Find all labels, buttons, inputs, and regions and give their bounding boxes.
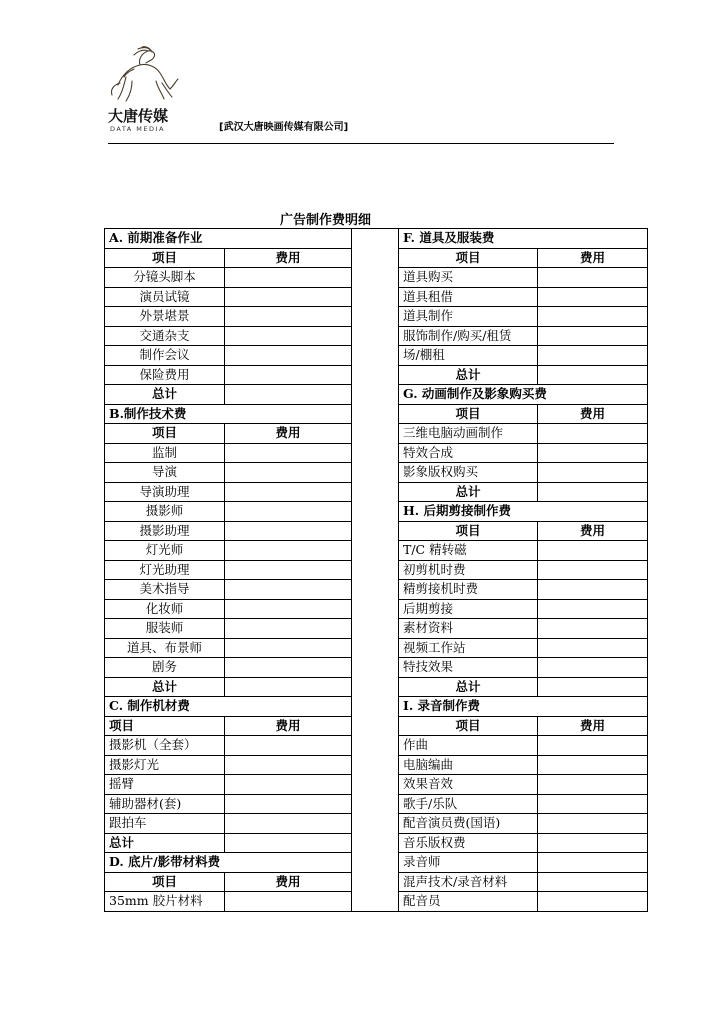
column-gap (352, 580, 399, 600)
left-item-cost (225, 794, 352, 814)
column-gap (352, 560, 399, 580)
left-item-cost (225, 287, 352, 307)
left-item-cost (225, 326, 352, 346)
column-gap (352, 248, 399, 268)
table-row (105, 521, 648, 541)
table-row (105, 716, 648, 736)
table-row (105, 833, 648, 853)
left-item-name: 服装师 (105, 619, 225, 639)
right-header-item: 项目 (399, 248, 538, 268)
left-item-name: 灯光师 (105, 541, 225, 561)
right-header-cost: 费用 (538, 521, 648, 541)
table-row (105, 346, 648, 366)
column-gap (352, 872, 399, 892)
table-row (105, 658, 648, 678)
table-row (105, 541, 648, 561)
column-gap (352, 677, 399, 697)
right-item-cost (538, 892, 648, 912)
table-row (105, 599, 648, 619)
right-item-cost (538, 872, 648, 892)
column-gap (352, 658, 399, 678)
table-row (105, 794, 648, 814)
right-header-cost: 费用 (538, 404, 648, 424)
left-item-cost (225, 658, 352, 678)
left-total-label: 总计 (105, 385, 225, 405)
table-row (105, 287, 648, 307)
right-item-name: T/C 精转磁 (399, 541, 538, 561)
left-item-name: 交通杂支 (105, 326, 225, 346)
cost-table (104, 228, 648, 912)
left-item-name: 灯光助理 (105, 560, 225, 580)
right-item-cost (538, 755, 648, 775)
left-item-cost (225, 814, 352, 834)
right-item-cost (538, 736, 648, 756)
table-row (105, 404, 648, 424)
right-header-item: 项目 (399, 404, 538, 424)
right-item-cost (538, 287, 648, 307)
right-item-cost (538, 580, 648, 600)
column-gap (352, 404, 399, 424)
right-total-value (538, 677, 648, 697)
right-item-cost (538, 326, 648, 346)
left-item-name: 外景堪景 (105, 307, 225, 327)
right-item-cost (538, 853, 648, 873)
left-item-name: 保险费用 (105, 365, 225, 385)
right-total-value (538, 365, 648, 385)
right-section-heading: F. 道具及服装费 (399, 229, 648, 249)
table-row (105, 502, 648, 522)
right-item-name: 电脑编曲 (399, 755, 538, 775)
right-total-label: 总计 (399, 365, 538, 385)
column-gap (352, 424, 399, 444)
right-item-cost (538, 307, 648, 327)
left-item-name: 摄影师 (105, 502, 225, 522)
left-item-name: 道具、布景师 (105, 638, 225, 658)
table-row (105, 482, 648, 502)
table-row (105, 560, 648, 580)
left-item-name: 剧务 (105, 658, 225, 678)
left-header-cost: 费用 (225, 872, 352, 892)
company-logo (104, 45, 184, 133)
column-gap (352, 755, 399, 775)
left-item-cost (225, 736, 352, 756)
left-item-name: 辅助器材(套) (105, 794, 225, 814)
table-row (105, 463, 648, 483)
left-section-heading: A. 前期准备作业 (105, 229, 352, 249)
right-header-item: 项目 (399, 716, 538, 736)
column-gap (352, 716, 399, 736)
left-item-name: 跟拍车 (105, 814, 225, 834)
column-gap (352, 892, 399, 912)
logo-subtext: DATA MEDIA (110, 125, 165, 133)
left-item-name: 化妆师 (105, 599, 225, 619)
left-item-cost (225, 268, 352, 288)
table-row (105, 697, 648, 717)
column-gap (352, 599, 399, 619)
left-total-value (225, 385, 352, 405)
right-header-item: 项目 (399, 521, 538, 541)
right-item-name: 影象版权购买 (399, 463, 538, 483)
table-row (105, 580, 648, 600)
column-gap (352, 346, 399, 366)
right-item-name: 混声技术/录音材料 (399, 872, 538, 892)
table-row (105, 814, 648, 834)
right-total-label: 总计 (399, 482, 538, 502)
column-gap (352, 521, 399, 541)
left-item-cost (225, 365, 352, 385)
column-gap (352, 365, 399, 385)
right-item-name: 配音员 (399, 892, 538, 912)
right-header-cost: 费用 (538, 716, 648, 736)
table-row (105, 853, 648, 873)
right-section-heading: H. 后期剪接制作费 (399, 502, 648, 522)
table-row (105, 443, 648, 463)
table-row (105, 775, 648, 795)
right-item-cost (538, 268, 648, 288)
right-item-cost (538, 599, 648, 619)
right-item-cost (538, 658, 648, 678)
right-item-name: 道具购买 (399, 268, 538, 288)
table-row (105, 619, 648, 639)
left-item-name: 导演助理 (105, 482, 225, 502)
company-name: [武汉大唐映画传媒有限公司] (219, 122, 349, 133)
column-gap (352, 385, 399, 405)
column-gap (352, 443, 399, 463)
column-gap (352, 638, 399, 658)
right-item-name: 道具租借 (399, 287, 538, 307)
left-section-heading: C. 制作机材费 (105, 697, 352, 717)
right-header-cost: 费用 (538, 248, 648, 268)
right-item-cost (538, 775, 648, 795)
left-item-name: 分镜头脚本 (105, 268, 225, 288)
left-header-item: 项目 (105, 424, 225, 444)
left-item-name: 摄影机（全套） (105, 736, 225, 756)
left-item-cost (225, 580, 352, 600)
table-row (105, 872, 648, 892)
column-gap (352, 482, 399, 502)
right-item-name: 音乐版权费 (399, 833, 538, 853)
right-item-cost (538, 463, 648, 483)
right-item-cost (538, 443, 648, 463)
column-gap (352, 833, 399, 853)
right-total-value (538, 482, 648, 502)
column-gap (352, 463, 399, 483)
column-gap (352, 853, 399, 873)
column-gap (352, 541, 399, 561)
left-total-label: 总计 (105, 677, 225, 697)
table-row (105, 248, 648, 268)
table-row (105, 677, 648, 697)
table-row (105, 326, 648, 346)
left-header-cost: 费用 (225, 424, 352, 444)
right-item-cost (538, 346, 648, 366)
left-header-item: 项目 (105, 248, 225, 268)
right-item-name: 素材资料 (399, 619, 538, 639)
left-item-name: 监制 (105, 443, 225, 463)
left-item-cost (225, 521, 352, 541)
left-item-name: 制作会议 (105, 346, 225, 366)
left-item-cost (225, 443, 352, 463)
table-row (105, 424, 648, 444)
left-section-heading: B.制作技术费 (105, 404, 352, 424)
left-item-name: 摄影助理 (105, 521, 225, 541)
left-header-item: 项目 (105, 872, 225, 892)
left-item-name: 摄影灯光 (105, 755, 225, 775)
column-gap (352, 794, 399, 814)
left-item-cost (225, 482, 352, 502)
left-item-cost (225, 346, 352, 366)
table-row (105, 755, 648, 775)
right-item-name: 效果音效 (399, 775, 538, 795)
left-item-cost (225, 638, 352, 658)
left-section-heading: D. 底片/影带材料费 (105, 853, 352, 873)
left-item-cost (225, 463, 352, 483)
right-item-cost (538, 794, 648, 814)
left-total-value (225, 833, 352, 853)
table-row (105, 892, 648, 912)
logo-text: 大唐传媒 (108, 107, 169, 125)
column-gap (352, 326, 399, 346)
column-gap (352, 775, 399, 795)
left-item-name: 演员试镜 (105, 287, 225, 307)
left-item-cost (225, 599, 352, 619)
right-item-name: 特效合成 (399, 443, 538, 463)
right-section-heading: G. 动画制作及影象购买费 (399, 385, 648, 405)
right-item-name: 服饰制作/购买/租赁 (399, 326, 538, 346)
right-item-name: 录音师 (399, 853, 538, 873)
right-item-name: 场/棚租 (399, 346, 538, 366)
table-row (105, 307, 648, 327)
left-item-name: 摇臂 (105, 775, 225, 795)
right-item-cost (538, 541, 648, 561)
left-item-cost (225, 619, 352, 639)
left-item-cost (225, 755, 352, 775)
left-item-name: 35mm 胶片材料 (105, 892, 225, 912)
right-item-cost (538, 814, 648, 834)
left-header-cost: 费用 (225, 248, 352, 268)
left-item-cost (225, 502, 352, 522)
table-row (105, 385, 648, 405)
left-item-name: 美术指导 (105, 580, 225, 600)
right-item-name: 作曲 (399, 736, 538, 756)
left-header-cost: 费用 (225, 716, 352, 736)
right-item-name: 精剪接机时费 (399, 580, 538, 600)
left-total-label: 总计 (105, 833, 225, 853)
header-divider (108, 143, 614, 144)
table-row (105, 365, 648, 385)
right-item-name: 道具制作 (399, 307, 538, 327)
right-item-cost (538, 638, 648, 658)
right-item-name: 三维电脑动画制作 (399, 424, 538, 444)
column-gap (352, 287, 399, 307)
column-gap (352, 736, 399, 756)
right-item-name: 初剪机时费 (399, 560, 538, 580)
column-gap (352, 814, 399, 834)
left-total-value (225, 677, 352, 697)
column-gap (352, 229, 399, 249)
table-row (105, 736, 648, 756)
column-gap (352, 307, 399, 327)
table-row (105, 229, 648, 249)
column-gap (352, 697, 399, 717)
column-gap (352, 268, 399, 288)
right-item-name: 配音演员费(国语) (399, 814, 538, 834)
page-title: 广告制作费明细 (280, 213, 372, 228)
right-total-label: 总计 (399, 677, 538, 697)
right-item-name: 视频工作站 (399, 638, 538, 658)
left-item-cost (225, 541, 352, 561)
right-item-name: 歌手/乐队 (399, 794, 538, 814)
left-item-cost (225, 892, 352, 912)
right-section-heading: I. 录音制作费 (399, 697, 648, 717)
column-gap (352, 619, 399, 639)
right-item-cost (538, 833, 648, 853)
left-item-name: 导演 (105, 463, 225, 483)
left-item-cost (225, 775, 352, 795)
right-item-cost (538, 619, 648, 639)
left-item-cost (225, 307, 352, 327)
table-row (105, 268, 648, 288)
right-item-cost (538, 560, 648, 580)
right-item-name: 后期剪接 (399, 599, 538, 619)
left-item-cost (225, 560, 352, 580)
left-header-item: 项目 (105, 716, 225, 736)
right-item-cost (538, 424, 648, 444)
right-item-name: 特技效果 (399, 658, 538, 678)
horse-logo-icon (111, 47, 178, 101)
table-row (105, 638, 648, 658)
column-gap (352, 502, 399, 522)
